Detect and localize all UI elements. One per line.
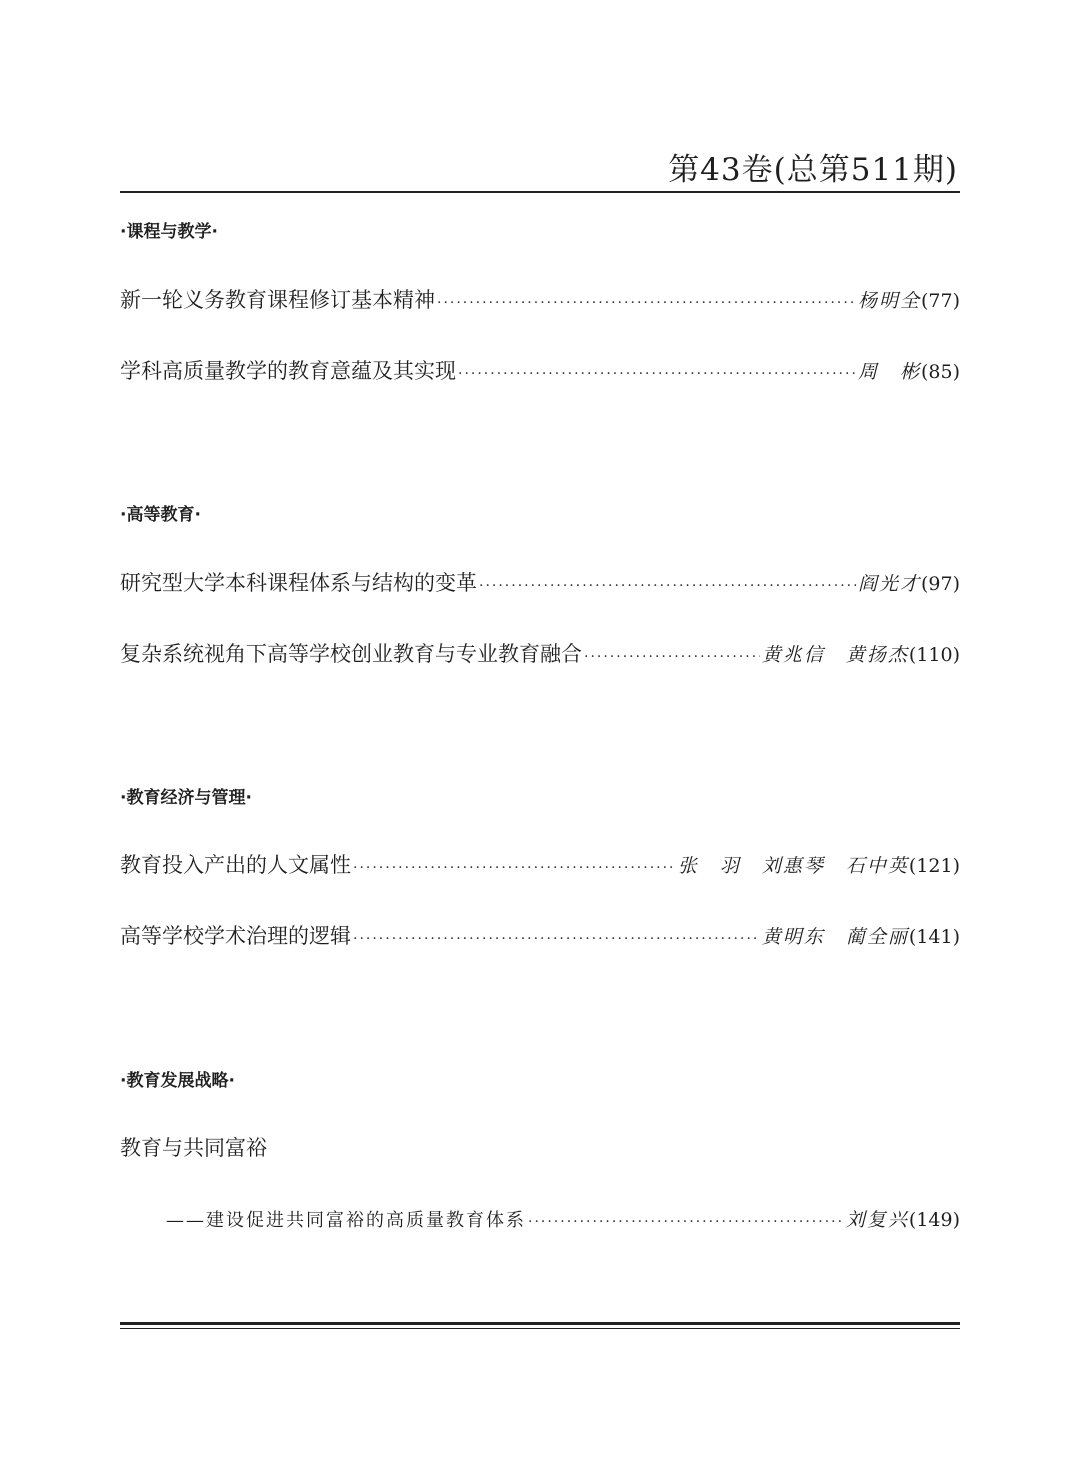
- toc-entry[interactable]: [120, 284, 960, 316]
- page-number: (121): [908, 855, 960, 877]
- toc-entry[interactable]: [120, 567, 960, 599]
- dot-leader: [528, 1206, 844, 1238]
- page-number: (141): [908, 926, 960, 948]
- toc-entry[interactable]: [120, 355, 960, 387]
- article-title: 新一轮义务教育课程修订基本精神: [120, 288, 435, 312]
- page-number: (149): [908, 1209, 960, 1231]
- toc-entry[interactable]: [120, 920, 960, 952]
- article-author: 阎光才: [857, 573, 921, 595]
- article-title: 研究型大学本科课程体系与结构的变革: [120, 571, 477, 595]
- article-title: 学科高质量教学的教育意蕴及其实现: [120, 359, 456, 383]
- article-title: 高等学校学术治理的逻辑: [120, 924, 351, 948]
- page-number: (110): [908, 644, 960, 666]
- toc-entry[interactable]: [166, 1204, 960, 1236]
- article-title: 复杂系统视角下高等学校创业教育与专业教育融合: [120, 642, 582, 666]
- article-author: 张 羽 刘惠琴 石中英: [677, 855, 909, 877]
- section-heading-curriculum: ·课程与教学·: [120, 222, 218, 242]
- toc-entry[interactable]: [120, 638, 960, 670]
- section-heading-development-strategy: ·教育发展战略·: [120, 1071, 235, 1091]
- article-author: 周 彬: [857, 361, 921, 383]
- dot-leader: [437, 287, 856, 319]
- dot-leader: [353, 923, 760, 955]
- article-title[interactable]: 教育与共同富裕: [120, 1136, 267, 1160]
- dot-leader: [458, 358, 856, 390]
- dot-leader: [353, 852, 676, 884]
- footer-rule-thick: [120, 1322, 960, 1325]
- footer-rule-thin: [120, 1328, 960, 1329]
- page-number: (97): [920, 573, 960, 595]
- article-title: 教育投入产出的人文属性: [120, 853, 351, 877]
- page-number: (77): [920, 290, 960, 312]
- article-author: 杨明全: [857, 290, 921, 312]
- section-heading-higher-education: ·高等教育·: [120, 505, 201, 525]
- page-number: (85): [920, 361, 960, 383]
- article-author: 刘复兴: [845, 1209, 909, 1231]
- header-rule: [120, 191, 960, 193]
- toc-entry[interactable]: [120, 849, 960, 881]
- volume-issue-title: 第43卷(总第511期): [668, 152, 958, 188]
- article-subtitle: ——建设促进共同富裕的高质量教育体系: [166, 1210, 526, 1231]
- article-author: 黄明东 蔺全丽: [761, 926, 909, 948]
- dot-leader: [479, 570, 856, 602]
- section-heading-economics-management: ·教育经济与管理·: [120, 788, 252, 808]
- dot-leader: [584, 641, 760, 673]
- article-author: 黄兆信 黄扬杰: [761, 644, 909, 666]
